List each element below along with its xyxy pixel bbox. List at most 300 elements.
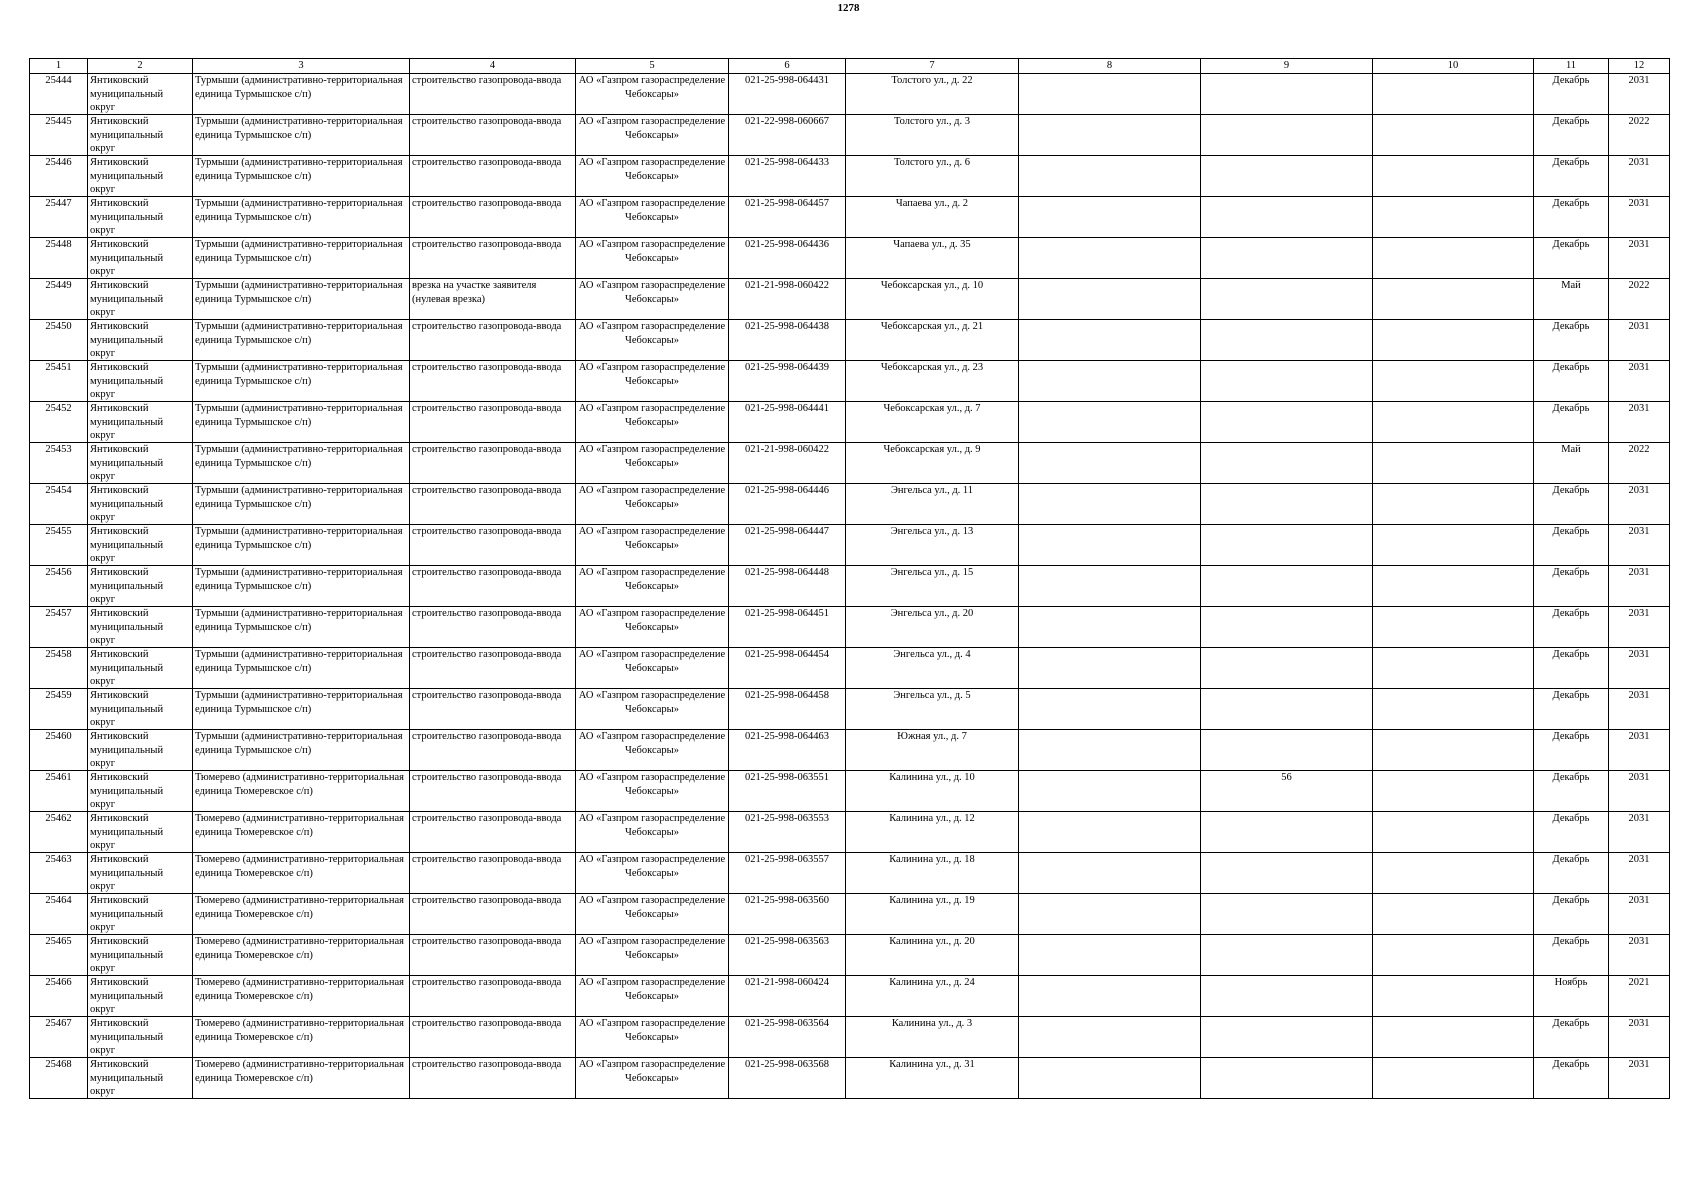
cell-text: 2031 [1628, 75, 1650, 86]
cell-address [846, 689, 1019, 730]
cell-col-9 [1201, 1017, 1373, 1058]
cell-text: Чебоксарская ул., д. 9 [883, 444, 981, 455]
cell-text: Южная ул., д. 7 [897, 731, 967, 742]
cell-municipality [88, 607, 193, 648]
cell-text: Калинина ул., д. 20 [889, 936, 975, 947]
cell-text: Декабрь [1552, 321, 1590, 332]
cell-col-10 [1373, 525, 1534, 566]
cell-text: Турмыши (административно-территориальная единица Турмышское с/п) [195, 690, 403, 715]
cell-text: Янтиковский муниципальный округ [90, 321, 164, 359]
cell-organization [576, 1017, 729, 1058]
cell-text [1375, 730, 1531, 770]
cell-text: Толстого ул., д. 22 [891, 75, 973, 86]
cell-settlement [193, 894, 410, 935]
page-number: 1278 [837, 2, 860, 14]
cell-year [1609, 484, 1670, 525]
cell-request-number [729, 74, 846, 115]
cell-year [1609, 894, 1670, 935]
cell-year [1609, 361, 1670, 402]
cell-text: Энгельса ул., д. 4 [893, 649, 971, 660]
cell-settlement [193, 156, 410, 197]
cell-month [1534, 402, 1609, 443]
cell-col-8 [1019, 525, 1201, 566]
cell-text: Чебоксарская ул., д. 21 [880, 321, 984, 332]
cell-text: 021-25-998-063551 [745, 772, 829, 783]
cell-text: Декабрь [1552, 362, 1590, 373]
cell-settlement [193, 566, 410, 607]
cell-request-number [729, 812, 846, 853]
cell-text [1375, 443, 1531, 483]
cell-text: АО «Газпром газораспределение Чебоксары» [578, 75, 726, 100]
cell-col-10 [1373, 279, 1534, 320]
cell-col-9 [1201, 812, 1373, 853]
cell-col-8 [1019, 197, 1201, 238]
cell-organization [576, 607, 729, 648]
cell-col-10 [1373, 935, 1534, 976]
cell-text: Калинина ул., д. 3 [891, 1018, 973, 1029]
cell-col-9 [1201, 689, 1373, 730]
cell-text [1021, 853, 1198, 893]
cell-text: 2031 [1628, 157, 1650, 168]
cell-text: Декабрь [1552, 198, 1590, 209]
cell-col-9 [1201, 74, 1373, 115]
cell-work-type [410, 812, 576, 853]
cell-text [1021, 607, 1198, 647]
cell-organization [576, 648, 729, 689]
cell-text: 25445 [45, 116, 72, 127]
cell-text: 25467 [45, 1018, 72, 1029]
cell-text: АО «Газпром газораспределение Чебоксары» [578, 936, 726, 961]
column-header-6: 6 [729, 59, 846, 74]
cell-col-10 [1373, 976, 1534, 1017]
cell-text [1203, 1017, 1370, 1057]
cell-text: строительство газопровода-ввода [412, 608, 562, 619]
cell-text: Энгельса ул., д. 5 [893, 690, 971, 701]
cell-text: Чебоксарская ул., д. 10 [880, 280, 984, 291]
cell-year [1609, 1017, 1670, 1058]
cell-text: Декабрь [1552, 772, 1590, 783]
cell-text: 25452 [45, 403, 72, 414]
table-row [30, 812, 1670, 853]
column-header-11: 11 [1534, 59, 1609, 74]
cell-text: Толстого ул., д. 3 [893, 116, 970, 127]
cell-text [1203, 320, 1370, 360]
cell-record-number [30, 894, 88, 935]
cell-organization [576, 402, 729, 443]
cell-text: Турмыши (административно-территориальная единица Турмышское с/п) [195, 116, 403, 141]
cell-text: Турмыши (административно-территориальная единица Турмышское с/п) [195, 321, 403, 346]
cell-col-8 [1019, 361, 1201, 402]
cell-record-number [30, 484, 88, 525]
cell-text [1021, 894, 1198, 934]
cell-col-8 [1019, 484, 1201, 525]
cell-text: Чапаева ул., д. 2 [895, 198, 969, 209]
cell-text [1375, 484, 1531, 524]
cell-col-8 [1019, 935, 1201, 976]
cell-text [1021, 566, 1198, 606]
cell-text: 25461 [45, 772, 72, 783]
column-header-row [30, 59, 1670, 74]
cell-request-number [729, 689, 846, 730]
cell-request-number [729, 115, 846, 156]
cell-text: 021-25-998-064448 [745, 567, 829, 578]
cell-text: 25466 [45, 977, 72, 988]
cell-municipality [88, 566, 193, 607]
cell-text: 2031 [1628, 936, 1650, 947]
cell-text: Янтиковский муниципальный округ [90, 608, 164, 646]
table-row [30, 484, 1670, 525]
cell-settlement [193, 689, 410, 730]
cell-text: 021-21-998-060424 [745, 977, 829, 988]
cell-organization [576, 853, 729, 894]
table-row [30, 607, 1670, 648]
cell-text: 25465 [45, 936, 72, 947]
cell-text [1021, 402, 1198, 442]
cell-municipality [88, 730, 193, 771]
cell-request-number [729, 320, 846, 361]
cell-municipality [88, 320, 193, 361]
cell-text: 021-25-998-064457 [745, 198, 829, 209]
cell-record-number [30, 197, 88, 238]
cell-text: 2031 [1628, 1018, 1650, 1029]
cell-col-9 [1201, 894, 1373, 935]
cell-text: 25458 [45, 649, 72, 660]
cell-col-9 [1201, 484, 1373, 525]
cell-col-10 [1373, 197, 1534, 238]
cell-col-10 [1373, 156, 1534, 197]
cell-address [846, 115, 1019, 156]
cell-municipality [88, 197, 193, 238]
cell-text: Энгельса ул., д. 15 [890, 567, 974, 578]
cell-record-number [30, 730, 88, 771]
cell-text [1375, 894, 1531, 934]
cell-work-type [410, 1017, 576, 1058]
cell-text: Энгельса ул., д. 11 [890, 485, 974, 496]
cell-col-9 [1201, 648, 1373, 689]
cell-text: 2031 [1628, 854, 1650, 865]
cell-col-9 [1201, 238, 1373, 279]
cell-address [846, 320, 1019, 361]
cell-municipality [88, 402, 193, 443]
cell-text: врезка на участке заявителя (нулевая врезка) [412, 280, 537, 305]
cell-record-number [30, 853, 88, 894]
cell-settlement [193, 279, 410, 320]
cell-text [1203, 1058, 1370, 1098]
cell-text: 021-25-998-064463 [745, 731, 829, 742]
cell-text [1375, 566, 1531, 606]
cell-text: 2031 [1628, 1059, 1650, 1070]
cell-text [1203, 238, 1370, 278]
cell-month [1534, 443, 1609, 484]
table-row [30, 771, 1670, 812]
cell-text: 021-25-998-064433 [745, 157, 829, 168]
cell-text: Янтиковский муниципальный округ [90, 731, 164, 769]
cell-record-number [30, 402, 88, 443]
cell-text: 2022 [1628, 444, 1650, 455]
cell-text [1375, 74, 1531, 114]
cell-text: 25460 [45, 731, 72, 742]
cell-text: Толстого ул., д. 6 [893, 157, 970, 168]
cell-text: Тюмерево (административно-территориальная единица Тюмеревское с/п) [195, 895, 404, 920]
cell-address [846, 74, 1019, 115]
cell-request-number [729, 607, 846, 648]
cell-text: Янтиковский муниципальный округ [90, 895, 164, 933]
column-header-3: 3 [193, 59, 410, 74]
cell-work-type [410, 402, 576, 443]
cell-text: Декабрь [1552, 239, 1590, 250]
cell-text: 56 [1281, 772, 1292, 783]
cell-month [1534, 976, 1609, 1017]
cell-text: Турмыши (административно-территориальная единица Турмышское с/п) [195, 526, 403, 551]
cell-text: Янтиковский муниципальный округ [90, 157, 164, 195]
cell-text [1021, 1058, 1198, 1098]
cell-text: 021-25-998-064454 [745, 649, 829, 660]
column-header-2: 2 [88, 59, 193, 74]
cell-col-10 [1373, 853, 1534, 894]
cell-work-type [410, 566, 576, 607]
cell-text: 25448 [45, 239, 72, 250]
cell-text: 021-25-998-064451 [745, 608, 829, 619]
cell-text: Декабрь [1552, 690, 1590, 701]
cell-text: 25457 [45, 608, 72, 619]
cell-text: Турмыши (административно-территориальная единица Турмышское с/п) [195, 485, 403, 510]
cell-text [1021, 238, 1198, 278]
cell-address [846, 197, 1019, 238]
cell-text: 25446 [45, 157, 72, 168]
cell-text: 25459 [45, 690, 72, 701]
cell-col-9 [1201, 853, 1373, 894]
cell-month [1534, 74, 1609, 115]
cell-text [1375, 1058, 1531, 1098]
cell-text: строительство газопровода-ввода [412, 485, 562, 496]
cell-settlement [193, 935, 410, 976]
cell-text: 2031 [1628, 567, 1650, 578]
table-row [30, 443, 1670, 484]
cell-text [1203, 689, 1370, 729]
cell-text: Май [1561, 444, 1581, 455]
cell-month [1534, 525, 1609, 566]
cell-col-8 [1019, 1058, 1201, 1099]
cell-col-9 [1201, 1058, 1373, 1099]
cell-text: строительство газопровода-ввода [412, 75, 562, 86]
cell-text [1203, 115, 1370, 155]
cell-year [1609, 156, 1670, 197]
cell-text [1021, 279, 1198, 319]
cell-text: Янтиковский муниципальный округ [90, 362, 164, 400]
column-header-10: 10 [1373, 59, 1534, 74]
cell-col-8 [1019, 1017, 1201, 1058]
cell-text [1375, 853, 1531, 893]
cell-text: Турмыши (административно-территориальная единица Турмышское с/п) [195, 567, 403, 592]
cell-text: 021-25-998-064438 [745, 321, 829, 332]
cell-text: Декабрь [1552, 813, 1590, 824]
cell-record-number [30, 771, 88, 812]
cell-text: 021-25-998-064441 [745, 403, 829, 414]
cell-month [1534, 1017, 1609, 1058]
cell-text: Янтиковский муниципальный округ [90, 75, 164, 113]
cell-record-number [30, 566, 88, 607]
cell-col-10 [1373, 812, 1534, 853]
cell-text: АО «Газпром газораспределение Чебоксары» [578, 731, 726, 756]
cell-settlement [193, 443, 410, 484]
cell-address [846, 156, 1019, 197]
cell-text: строительство газопровода-ввода [412, 526, 562, 537]
cell-text: 021-25-998-063564 [745, 1018, 829, 1029]
cell-col-10 [1373, 894, 1534, 935]
cell-text: 021-25-998-064447 [745, 526, 829, 537]
cell-text [1203, 976, 1370, 1016]
cell-month [1534, 279, 1609, 320]
cell-year [1609, 525, 1670, 566]
cell-text: строительство газопровода-ввода [412, 690, 562, 701]
cell-text: Янтиковский муниципальный округ [90, 1059, 164, 1097]
cell-text [1375, 156, 1531, 196]
cell-text: 25444 [45, 75, 72, 86]
cell-year [1609, 689, 1670, 730]
cell-work-type [410, 74, 576, 115]
table-row [30, 976, 1670, 1017]
cell-request-number [729, 238, 846, 279]
cell-col-10 [1373, 361, 1534, 402]
cell-text: Турмыши (административно-территориальная единица Турмышское с/п) [195, 608, 403, 633]
cell-text: Декабрь [1552, 608, 1590, 619]
cell-text [1375, 1017, 1531, 1057]
cell-request-number [729, 730, 846, 771]
cell-text: АО «Газпром газораспределение Чебоксары» [578, 526, 726, 551]
cell-year [1609, 238, 1670, 279]
cell-text: Тюмерево (административно-территориальная единица Тюмеревское с/п) [195, 1018, 404, 1043]
cell-year [1609, 320, 1670, 361]
cell-text: Декабрь [1552, 649, 1590, 660]
cell-text: 021-21-998-060422 [745, 444, 829, 455]
cell-month [1534, 238, 1609, 279]
cell-text [1203, 197, 1370, 237]
table-row [30, 279, 1670, 320]
cell-month [1534, 689, 1609, 730]
cell-record-number [30, 648, 88, 689]
cell-settlement [193, 771, 410, 812]
cell-municipality [88, 74, 193, 115]
cell-text: строительство газопровода-ввода [412, 854, 562, 865]
cell-work-type [410, 484, 576, 525]
cell-municipality [88, 443, 193, 484]
cell-municipality [88, 648, 193, 689]
cell-text: 2021 [1628, 977, 1650, 988]
cell-month [1534, 812, 1609, 853]
cell-text: Янтиковский муниципальный округ [90, 403, 164, 441]
cell-col-8 [1019, 648, 1201, 689]
cell-text: Янтиковский муниципальный округ [90, 649, 164, 687]
cell-text: строительство газопровода-ввода [412, 403, 562, 414]
cell-work-type [410, 238, 576, 279]
table-row [30, 648, 1670, 689]
table-row [30, 730, 1670, 771]
cell-text: строительство газопровода-ввода [412, 936, 562, 947]
cell-work-type [410, 156, 576, 197]
cell-text: Турмыши (административно-территориальная единица Турмышское с/п) [195, 239, 403, 264]
cell-col-10 [1373, 74, 1534, 115]
column-header-5: 5 [576, 59, 729, 74]
cell-text: Янтиковский муниципальный округ [90, 239, 164, 277]
cell-text [1203, 484, 1370, 524]
cell-municipality [88, 689, 193, 730]
cell-text [1375, 812, 1531, 852]
cell-text [1021, 976, 1198, 1016]
cell-record-number [30, 361, 88, 402]
cell-text [1021, 320, 1198, 360]
cell-text: Май [1561, 280, 1581, 291]
cell-organization [576, 443, 729, 484]
cell-text [1021, 197, 1198, 237]
cell-text [1021, 156, 1198, 196]
cell-text [1375, 771, 1531, 811]
cell-text: 2031 [1628, 198, 1650, 209]
cell-text: Декабрь [1552, 731, 1590, 742]
cell-year [1609, 402, 1670, 443]
cell-text [1375, 976, 1531, 1016]
cell-text: АО «Газпром газораспределение Чебоксары» [578, 977, 726, 1002]
cell-text: 021-25-998-063557 [745, 854, 829, 865]
cell-text: Тюмерево (административно-территориальная единица Тюмеревское с/п) [195, 854, 404, 879]
cell-request-number [729, 976, 846, 1017]
cell-text [1375, 648, 1531, 688]
cell-text: Янтиковский муниципальный округ [90, 1018, 164, 1056]
cell-municipality [88, 238, 193, 279]
cell-request-number [729, 484, 846, 525]
cell-organization [576, 771, 729, 812]
cell-organization [576, 484, 729, 525]
cell-text: Калинина ул., д. 12 [889, 813, 975, 824]
cell-work-type [410, 853, 576, 894]
cell-municipality [88, 156, 193, 197]
cell-text: АО «Газпром газораспределение Чебоксары» [578, 649, 726, 674]
cell-text: строительство газопровода-ввода [412, 157, 562, 168]
cell-municipality [88, 1017, 193, 1058]
cell-municipality [88, 812, 193, 853]
cell-col-10 [1373, 607, 1534, 648]
cell-record-number [30, 74, 88, 115]
cell-request-number [729, 935, 846, 976]
cell-text: строительство газопровода-ввода [412, 895, 562, 906]
cell-record-number [30, 1017, 88, 1058]
cell-year [1609, 607, 1670, 648]
cell-text: строительство газопровода-ввода [412, 772, 562, 783]
cell-text: 021-25-998-064436 [745, 239, 829, 250]
cell-text: 25450 [45, 321, 72, 332]
cell-organization [576, 689, 729, 730]
cell-col-10 [1373, 566, 1534, 607]
cell-request-number [729, 361, 846, 402]
cell-work-type [410, 443, 576, 484]
cell-text [1203, 402, 1370, 442]
cell-col-9 [1201, 115, 1373, 156]
cell-text [1375, 361, 1531, 401]
cell-text: АО «Газпром газораспределение Чебоксары» [578, 772, 726, 797]
cell-work-type [410, 607, 576, 648]
cell-month [1534, 484, 1609, 525]
cell-work-type [410, 361, 576, 402]
cell-month [1534, 1058, 1609, 1099]
cell-text: 2031 [1628, 690, 1650, 701]
cell-year [1609, 566, 1670, 607]
cell-address [846, 648, 1019, 689]
cell-text: Турмыши (административно-территориальная единица Турмышское с/п) [195, 649, 403, 674]
cell-organization [576, 730, 729, 771]
cell-record-number [30, 443, 88, 484]
cell-year [1609, 197, 1670, 238]
cell-text: Тюмерево (административно-территориальная единица Тюмеревское с/п) [195, 813, 404, 838]
cell-text: строительство газопровода-ввода [412, 567, 562, 578]
